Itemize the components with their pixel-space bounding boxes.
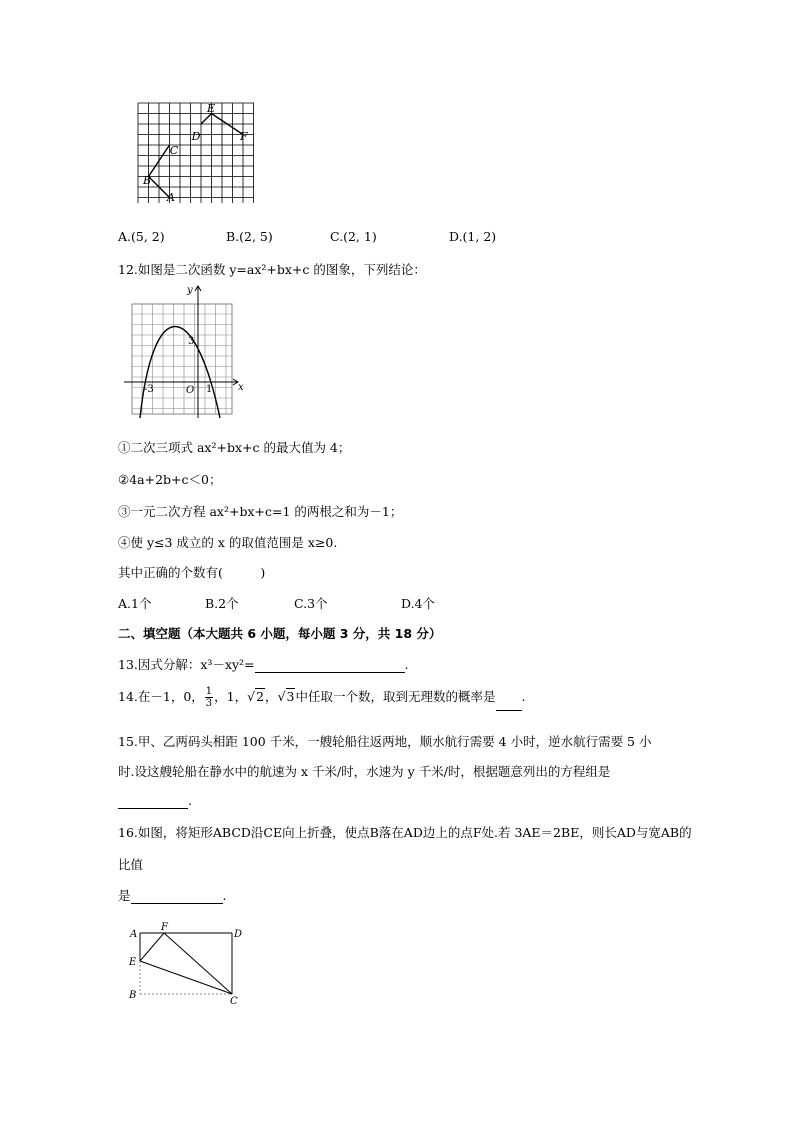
q16-end: .	[222, 888, 227, 903]
section-heading-fill-in: 二、填空题（本大题共 6 小题，每小题 3 分，共 18 分）	[118, 626, 442, 641]
q15-line-2: 时.设这艘轮船在静水中的航速为 x 千米/时，水速为 y 千米/时，根据题意列出的方程组是	[118, 764, 611, 779]
q12-stem: 12.如图是二次函数 y=ax²+bx+c 的图象，下列结论：	[118, 262, 426, 277]
q14-end: .	[521, 689, 526, 704]
q16-line3-pre: 是	[118, 888, 131, 903]
q12-option-c: C.3个	[294, 596, 328, 611]
parabola-curve	[140, 327, 220, 419]
q15-answer-blank[interactable]	[118, 793, 188, 809]
q12-option-b: B.2个	[205, 596, 239, 611]
q16-answer-blank[interactable]	[131, 888, 223, 904]
q14-sqrt-sign-2: √	[277, 689, 286, 704]
q14-sqrt-2	[247, 684, 265, 710]
q14-post: 中任取一个数，取到无理数的概率是	[295, 689, 496, 704]
q11-option-d: D.(1, 2)	[449, 229, 497, 244]
q15-end: .	[188, 793, 192, 808]
q16-line-1: 16.如图，将矩形ABCD沿CE向上折叠，使点B落在AD边上的点F处.若 3AE＝2BE，则长AD与宽AB的	[118, 825, 692, 840]
q16-point-F: F	[161, 922, 168, 933]
q14-sqrt-sign-1: √	[247, 689, 256, 704]
q15-line-1: 15.甲、乙两码头相距 100 千米，一艘轮船往返两地，顺水航行需要 4 小时，逆水航行需要 5 小	[118, 734, 652, 749]
q16-rectangle-figure	[122, 920, 252, 1006]
q14-fraction	[205, 686, 213, 709]
q14-mid1: ，1，	[214, 689, 248, 704]
q16-point-D: D	[234, 929, 243, 940]
graph-x-label: x	[238, 382, 244, 393]
q13-end: .	[404, 657, 409, 672]
point-C: C	[169, 144, 179, 157]
q12-option-a: A.1个	[118, 596, 152, 611]
q11-option-a: A.(5, 2)	[118, 229, 165, 244]
graph-tick-1: 1	[206, 384, 213, 395]
q13-answer-blank[interactable]	[255, 657, 405, 673]
q14-frac-den: 3	[205, 698, 213, 709]
q15-line-3	[118, 793, 192, 809]
q14-radicand-3: 3	[286, 689, 295, 704]
point-E: E	[206, 102, 216, 115]
q16-line-3	[118, 886, 227, 904]
q12-option-d: D.4个	[401, 596, 436, 611]
q14-answer-blank[interactable]	[496, 684, 522, 711]
q12-statement-4: ④使 y≤3 成立的 x 的取值范围是 x≥0.	[118, 535, 338, 550]
graph-tick-3: 3	[188, 336, 195, 347]
q16-point-C: C	[230, 996, 238, 1006]
q16-line-2: 比值	[118, 857, 144, 872]
graph-origin: O	[186, 385, 195, 396]
q12-statement-2: ②4a+2b+c＜0；	[118, 472, 222, 487]
q14-radicand-2: 2	[256, 689, 265, 704]
q14-frac-num: 1	[205, 686, 213, 697]
graph-tick-minus3: -3	[144, 384, 154, 395]
q11-option-b: B.(2, 5)	[226, 229, 273, 244]
graph-y-label: y	[187, 285, 193, 296]
point-D: D	[191, 130, 201, 143]
q14	[118, 684, 525, 711]
q16-point-E: E	[129, 957, 137, 968]
q12-statement-1: ①二次三项式 ax²+bx+c 的最大值为 4；	[118, 440, 351, 455]
q11-option-c: C.(2, 1)	[330, 229, 377, 244]
q14-sqrt-3	[278, 684, 296, 710]
q12-ask: 其中正确的个数有( )	[118, 565, 266, 580]
q13	[118, 655, 409, 673]
q14-mid2: ，	[265, 689, 278, 704]
point-F: F	[240, 130, 248, 143]
q16-point-A: A	[130, 929, 138, 940]
point-B: B	[142, 174, 152, 187]
q12-parabola-graph	[120, 282, 250, 422]
q16-point-B: B	[129, 990, 137, 1001]
q11-grid-figure	[128, 96, 258, 208]
q13-text: 13.因式分解：x³－xy²=	[118, 657, 255, 672]
q12-statement-3: ③一元二次方程 ax²+bx+c=1 的两根之和为－1；	[118, 504, 403, 519]
point-A: A	[167, 191, 175, 204]
q14-pre: 14.在－1，0，	[118, 689, 204, 704]
